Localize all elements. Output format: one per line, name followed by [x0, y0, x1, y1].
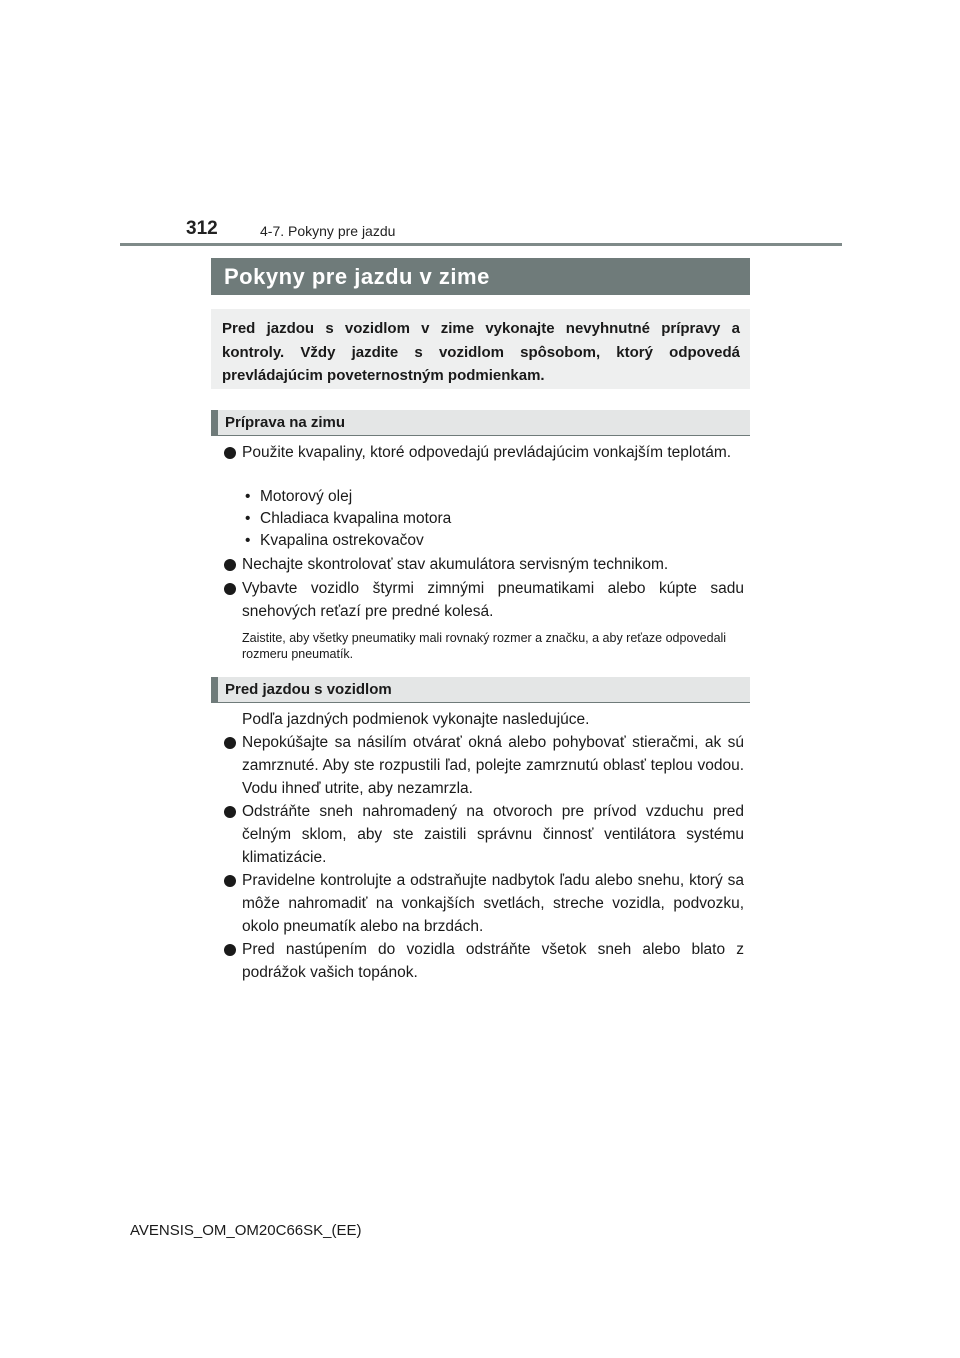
list-item-text: Nechajte skontrolovať stav akumulátora servisným technikom.	[242, 556, 669, 573]
section-reference: 4-7. Pokyny pre jazdu	[260, 223, 396, 239]
intro-text: Pred jazdou s vozidlom v zime vykonajte nevyhnutné prípravy a kontroly. Vždy jazdite s vozidlom spôsobom, ktorý odpovedá prevládajúcim poveternostným podmienkam.	[211, 309, 750, 389]
bullet-icon	[224, 737, 236, 749]
sub-bullet-icon: •	[245, 488, 251, 505]
bullet-icon	[224, 447, 236, 459]
list-item	[224, 553, 744, 576]
page-number: 312	[186, 218, 218, 239]
list-item-text: Použite kvapaliny, ktoré odpovedajú prevládajúcim vonkajším teplotám.	[242, 444, 732, 461]
sub-list-item-text: Chladiaca kvapalina motora	[260, 510, 452, 527]
list-item	[224, 800, 744, 869]
document-code-footer: AVENSIS_OM_OM20C66SK_(EE)	[130, 1222, 362, 1239]
section-lead-text: Podľa jazdných podmienok vykonajte nasledujúce.	[242, 711, 590, 728]
bullet-icon	[224, 806, 236, 818]
list-item-text: Pred nastúpením do vozidla odstráňte všetok sneh alebo blato z podrážok vašich topánok.	[242, 941, 744, 981]
sub-bullet-icon: •	[245, 532, 251, 549]
section-heading-label: Pred jazdou s vozidlom	[225, 681, 392, 698]
section-heading-winter-prep	[211, 410, 750, 436]
list-item	[224, 577, 744, 623]
sub-list-item	[245, 530, 424, 552]
list-item	[224, 731, 744, 800]
list-item-text: Vybavte vozidlo štyrmi zimnými pneumatikami alebo kúpte sadu snehových reťazí pre predné kolesá.	[242, 580, 744, 620]
list-item	[224, 938, 744, 984]
list-item-text: Pravidelne kontrolujte a odstraňujte nadbytok ľadu alebo snehu, ktorý sa môže nahromadiť na vonkajších svetlách, streche vozidla, podvozku, okolo pneumatík alebo na brzdách.	[242, 872, 744, 935]
sub-list-item	[245, 508, 451, 530]
section-heading-label: Príprava na zimu	[225, 414, 346, 431]
sub-list-item-text: Kvapalina ostrekovačov	[260, 532, 424, 549]
bullet-icon	[224, 583, 236, 595]
list-item-text: Nepokúšajte sa násilím otvárať okná alebo pohybovať stieračmi, ak sú zamrznuté. Aby ste rozpustili ľad, polejte zamrznutú oblasť teplou vodou. Vodu ihneď utrite, aby nezamrzla.	[242, 734, 744, 797]
page-title-bar	[211, 258, 750, 295]
sub-list-item	[245, 486, 352, 508]
section-heading-before-driving	[211, 677, 750, 703]
header-divider	[120, 243, 842, 246]
bullet-icon	[224, 559, 236, 571]
bullet-icon	[224, 875, 236, 887]
list-item-text: Odstráňte sneh nahromadený na otvoroch pre prívod vzduchu pred čelným sklom, aby ste zaistili správnu činnosť ventilátora systému klimatizácie.	[242, 803, 744, 866]
page-title: Pokyny pre jazdu v zime	[224, 263, 490, 289]
sub-bullet-icon: •	[245, 510, 251, 527]
list-item	[224, 869, 744, 938]
bullet-icon	[224, 944, 236, 956]
sub-list-item-text: Motorový olej	[260, 488, 353, 505]
list-item	[224, 441, 744, 464]
note-text: Zaistite, aby všetky pneumatiky mali rovnaký rozmer a značku, a aby reťaze odpovedali rozmeru pneumatík.	[242, 631, 727, 661]
